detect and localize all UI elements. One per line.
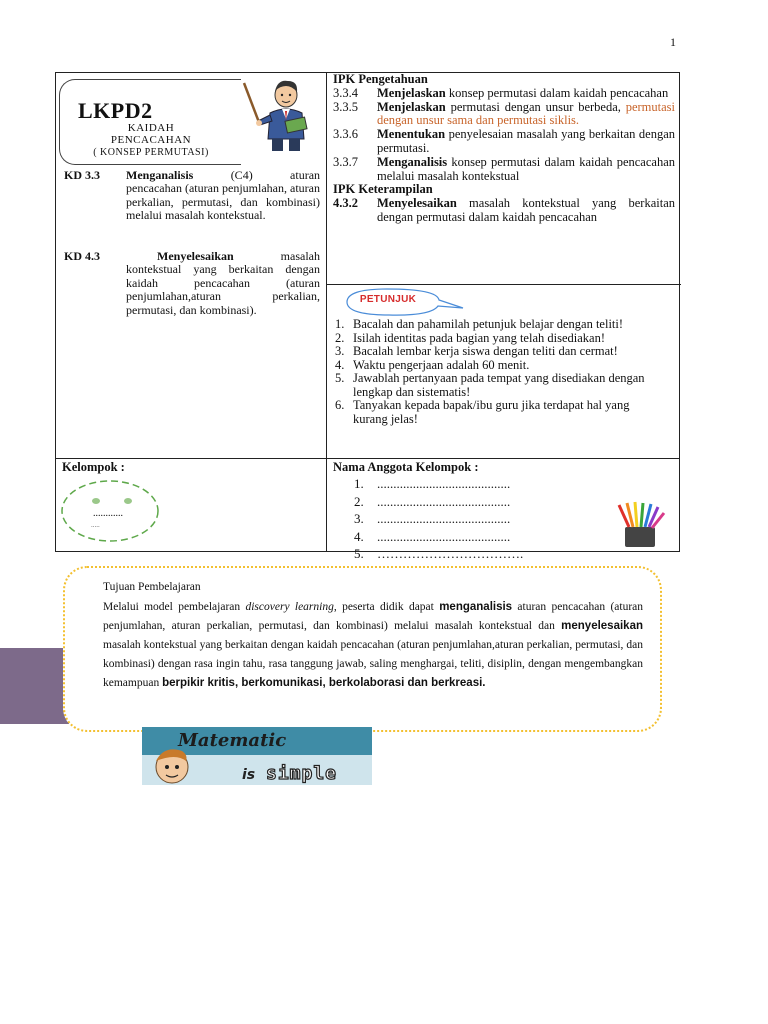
ipk-number: 3.3.4 (333, 85, 358, 100)
anggota-item[interactable]: 1. ......................................... (354, 476, 511, 491)
ipk-number: 4.3.2 (333, 196, 358, 211)
anggota-item[interactable]: 4. ......................................... (354, 528, 511, 544)
kd-3-3-level: (C4) (230, 168, 253, 182)
kelompok-tiny-mark: ..... (91, 521, 100, 529)
anggota-blank[interactable]: ......................................... (377, 493, 511, 509)
tujuan-italic-term: discovery learning (245, 601, 334, 613)
ipk-highlight-text: permutasi dengan unsur sama dan permutasi siklis. (377, 99, 676, 128)
colored-pencils-icon (611, 501, 667, 549)
title-subtitle-3: ( KONSEP PERMUTASI) (93, 147, 209, 158)
anggota-item[interactable]: 3. ......................................... (354, 511, 511, 527)
kd-3-3-first-end: aturan (290, 168, 321, 182)
kd-4-3 (64, 250, 320, 317)
ipk-verb: Menganalisis (377, 154, 448, 169)
kd-3-3-verb: Menganalisis (126, 168, 194, 182)
tujuan-title: Tujuan Pembelajaran (103, 581, 201, 593)
list-item: 3. Bacalah lembar kerja siswa dengan teliti dan cermat! (335, 344, 618, 358)
is-word: is (242, 767, 256, 783)
ipk-text: konsep permutasi dalam kaidah pencacahan melalui masalah kontekstual (377, 154, 676, 183)
petunjuk-item-text: Bacalah dan pahamilah petunjuk belajar dengan teliti! (353, 317, 624, 331)
petunjuk-item-text: Bacalah lembar kerja siswa dengan teliti dan cermat! (353, 344, 618, 358)
tujuan-text (103, 598, 643, 693)
anggota-item[interactable]: 5. ……………………………. (354, 546, 524, 562)
ipk-verb: Menjelaskan (377, 85, 446, 100)
petunjuk-item-text: Tanyakan kepada bapak/ibu guru jika terdapat hal yang kurang jelas! (353, 398, 630, 426)
ipk-number: 3.3.5 (333, 99, 358, 114)
tujuan-text-part: masalah kontekstual yang berkaitan dengan kaidah pencacahan (aturan penjumlahan,aturan perkalian, permutasi, dan kombinasi) dengan rasa ingin tahu, rasa tanggung jawab, saling menghargai, teliti, disiplin, dengan mengembangkan kemampuan (103, 639, 643, 689)
petunjuk-item-text: Isilah identitas pada bagian yang telah disediakan! (353, 330, 605, 345)
matematic-word: Matematic (178, 730, 287, 751)
lkpd-title: LKPD2 (78, 98, 153, 123)
ipk-item (333, 87, 675, 101)
matematic-is-simple-image (142, 727, 372, 785)
anggota-label: Nama Anggota Kelompok : (333, 460, 479, 474)
tujuan-bold-term: menyelesaikan (561, 620, 643, 632)
kelompok-label: Kelompok : (62, 460, 125, 474)
kd-4-3-verb: Menyelesaikan (157, 249, 234, 263)
kd-4-3-text: kontekstual yang berkaitan dengan kaidah pencacahan (aturan penjumlahan,aturan perkalian, permutasi, dan kombinasi). (126, 262, 320, 317)
tujuan-bold-term: menganalisis (439, 601, 513, 613)
ipk-text: masalah kontekstual yang berkaitan dengan permutasi dalam kaidah pencacahan (377, 196, 675, 224)
petunjuk-item-text: Waktu pengerjaan adalah 60 menit. (353, 357, 530, 372)
tujuan-text-part: Melalui model pembelajaran (103, 601, 241, 613)
kd-4-3-first-end: masalah (280, 249, 320, 263)
list-item: 2. Isilah identitas pada bagian yang telah disediakan! (335, 330, 605, 345)
title-subtitle-2: PENCACAHAN (110, 134, 192, 146)
list-item: 6. Tanyakan kepada bapak/ibu guru jika terdapat hal yang kurang jelas! (335, 398, 630, 426)
ipk-item (333, 128, 675, 156)
ipk-item (333, 101, 675, 129)
ipk-verb: Menentukan (377, 127, 446, 142)
teacher-pointer-icon (242, 75, 316, 153)
tujuan-text-part: aturan pencacahan (aturan penjumlahan, aturan perkalian, permutasi, dan kombinasi) melalui masalah kontekstual dan (103, 601, 644, 632)
kelompok-blank[interactable]: ............ (93, 508, 123, 519)
ipk-number: 3.3.6 (333, 127, 358, 142)
simple-word: simple (266, 763, 338, 784)
ipk-pengetahuan-heading: IPK Pengetahuan (333, 72, 428, 86)
ipk-number: 3.3.7 (333, 154, 358, 169)
list-item: 4. Waktu pengerjaan adalah 60 menit. (335, 357, 530, 372)
anggota-blank[interactable]: ......................................... (377, 511, 511, 527)
kd-4-3-label: KD 4.3 (64, 249, 100, 263)
anggota-list (354, 475, 523, 563)
title-subtitle-1: KAIDAH (127, 122, 175, 134)
kd-3-3-label: KD 3.3 (64, 168, 100, 182)
page-number: 1 (670, 35, 676, 49)
tujuan-bold-term: berpikir kritis, berkomunikasi, berkolaborasi dan berkreasi. (162, 677, 486, 689)
ipk-verb: Menyelesaikan (377, 196, 457, 211)
anggota-blank[interactable]: ......................................... (377, 476, 511, 491)
anggota-blank[interactable]: ......................................... (377, 528, 511, 544)
anggota-item[interactable]: 2. ......................................... (354, 493, 511, 509)
kd-3-3-text: pencacahan (aturan penjumlahan, aturan perkalian, permutasi, dan kombinasi) melalui masalah kontekstual. (126, 181, 320, 223)
ipk-text: penyelesaian masalah yang berkaitan dengan permutasi. (377, 127, 676, 155)
title-box (59, 79, 241, 165)
lkpd-header-table (55, 72, 680, 562)
ipk-text: permutasi dengan unsur berbeda, (450, 99, 621, 114)
ipk-text: konsep permutasi dalam kaidah pencacahan (448, 85, 669, 100)
list-item: 1. Bacalah dan pahamilah petunjuk belajar dengan teliti! (335, 317, 624, 331)
kd-3-3 (64, 169, 320, 223)
list-item: 5. Jawablah pertanyaan pada tempat yang disediakan dengan lengkap dan sistematis! (335, 371, 645, 399)
ipk-section (333, 73, 675, 225)
ipk-keterampilan-heading: IPK Keterampilan (333, 182, 433, 197)
tujuan-pembelajaran-box (63, 566, 662, 732)
ipk-verb: Menjelaskan (377, 99, 446, 114)
ipk-item (333, 156, 675, 184)
petunjuk-list (335, 318, 665, 426)
ipk-item (333, 197, 675, 225)
anggota-blank[interactable]: ……………………………. (377, 546, 524, 562)
petunjuk-label: PETUNJUK (359, 294, 417, 305)
tujuan-text-part: , peserta didik dapat (333, 601, 434, 613)
petunjuk-item-text: Jawablah pertanyaan pada tempat yang disediakan dengan lengkap dan sistematis! (353, 371, 645, 399)
